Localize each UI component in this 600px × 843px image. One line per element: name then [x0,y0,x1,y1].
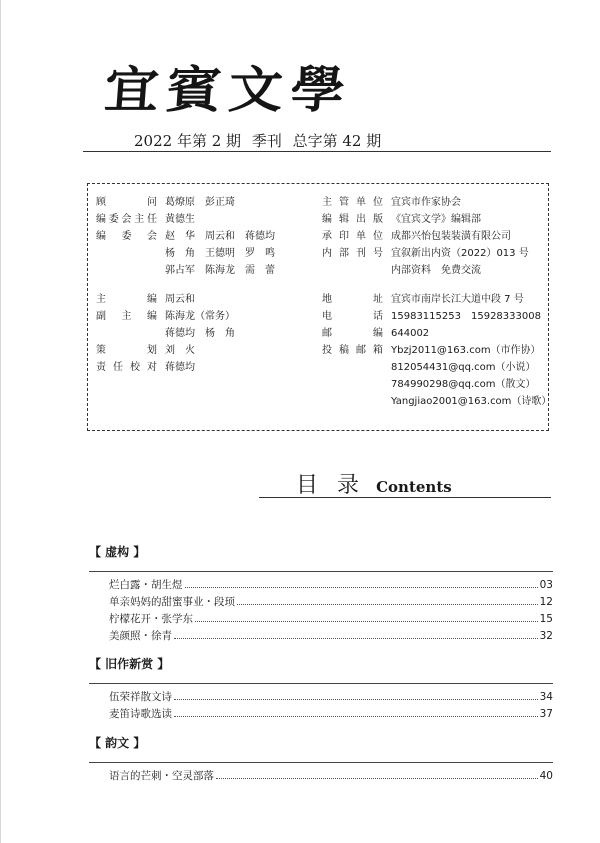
leader-dots [195,610,538,622]
masthead-label: 主管单位 [322,197,383,208]
masthead-label: 内部刊号 [322,248,383,259]
toc-entry[interactable] [89,688,553,705]
masthead-row [322,228,547,245]
masthead-label [96,245,165,262]
leader-dots [174,688,538,700]
masthead-value: 宜叙新出内资（2022）013 号 [391,248,529,259]
masthead-value: 周云和 [165,294,195,305]
entry-page: 34 [539,691,553,703]
masthead-label: 顾问 [96,197,157,208]
masthead-label: 编委会 [96,231,157,242]
masthead-row [322,359,547,376]
masthead-label: 电话 [322,311,383,322]
masthead-label [322,376,391,393]
entry-title: 语言的芒刺・空灵部落 [109,770,214,782]
leader-dots [237,593,538,605]
section-divider [89,683,553,684]
masthead-label: 投稿邮箱 [322,345,383,356]
masthead-row [322,393,552,410]
masthead-value: 郭占军 陈海龙 需 蕾 [165,265,275,276]
masthead-value: 784990298@qq.com（散文） [391,379,536,390]
masthead-row [96,291,306,308]
section-heading: 【 旧作新赏 】 [89,657,170,671]
masthead-row [96,211,306,228]
section-divider [89,762,553,763]
masthead-row [96,245,306,262]
entry-title: 烂白露・胡生煜 [109,579,183,591]
masthead-value: 杨 角 王德明 罗 鸣 [165,248,275,259]
leader-dots [174,705,538,717]
masthead-row [96,194,306,211]
masthead-label [322,359,391,376]
masthead-label [96,325,165,342]
masthead-value: 黄德生 [165,214,195,225]
masthead-row [96,262,306,279]
masthead-label: 副主编 [96,311,157,322]
toc-entry[interactable] [89,627,553,644]
issue-frequency: 季刊 [251,132,282,150]
masthead-row [322,308,547,325]
masthead-left-column [96,194,306,376]
masthead-row [96,325,306,342]
masthead-value: Yangjiao2001@163.com（诗歌） [391,396,552,407]
masthead-value: 812054431@qq.com（小说） [391,362,536,373]
toc-entry[interactable] [89,610,553,627]
issue-line [134,130,387,151]
masthead-label [96,262,165,279]
masthead-value: 宜宾市作家协会 [391,197,461,208]
masthead-value: Ybzj2011@163.com（市作协） [391,345,541,356]
masthead-row [322,211,547,228]
toc-title-en: Contents [376,478,452,496]
masthead-label: 承印单位 [322,231,383,242]
entry-title: 单亲妈妈的甜蜜事业・段顼 [109,596,235,608]
masthead-row [96,228,306,245]
masthead-row [322,291,547,308]
masthead-row [322,342,547,359]
entry-title: 伍荣祥散文诗 [109,691,172,703]
entry-title: 美颜照・徐青 [109,630,172,642]
toc-title-cn: 目 录 [296,473,365,498]
entry-page: 40 [539,770,553,782]
masthead-label: 地址 [322,294,383,305]
masthead-value: 内部资料 免费交流 [391,265,481,276]
toc-section-fiction [89,543,553,644]
masthead-value: 宜宾市南岸长江大道中段 7 号 [391,294,524,305]
entry-page: 12 [539,596,553,608]
masthead-row [322,194,547,211]
issue-year: 2022 年第 2 期 [134,132,242,150]
masthead-label [322,262,391,279]
masthead-right-column [322,194,552,410]
header-divider [83,151,551,152]
toc-section-classics [89,655,553,722]
section-divider [89,571,553,572]
masthead-label: 邮编 [322,328,383,339]
leader-dots [185,576,538,588]
entry-title: 柠檬花开・张学东 [109,613,193,625]
masthead-label: 编辑出版 [322,214,383,225]
masthead-row [96,308,306,325]
entry-page: 03 [539,579,553,591]
toc-divider [259,497,551,498]
masthead-box [87,183,552,431]
masthead-label: 策划 [96,345,157,356]
masthead-label: 责任校对 [96,362,157,373]
toc-section-verse [89,734,553,784]
masthead-value: 蒋德均 [165,362,195,373]
entry-page: 37 [539,708,553,720]
masthead-value: 葛燎原 彭正琦 [165,197,235,208]
masthead-row [322,245,547,262]
toc-entry[interactable] [89,576,553,593]
toc-entry[interactable] [89,767,553,784]
masthead-row [322,325,547,342]
entry-title: 麦笛诗歌选读 [109,708,172,720]
masthead-value: 陈海龙（常务） [165,311,235,322]
section-heading: 【 韵文 】 [89,736,146,750]
masthead-row [96,359,306,376]
masthead-value: 蒋德均 杨 角 [165,328,235,339]
masthead-row [96,342,306,359]
leader-dots [216,767,538,779]
masthead-label: 主编 [96,294,157,305]
masthead-value: 成都兴怡包装装潢有限公司 [391,231,511,242]
masthead-row [322,262,547,279]
toc-entry[interactable] [89,593,553,610]
toc-title [296,468,452,499]
leader-dots [174,627,538,639]
magazine-logo: 宜賓文學 [102,60,355,120]
masthead-label [322,393,391,410]
masthead-label: 编委会主任 [96,214,157,225]
masthead-value: 644002 [391,328,430,339]
entry-page: 32 [539,630,553,642]
section-heading: 【 虚构 】 [89,545,146,559]
entry-page: 15 [539,613,553,625]
masthead-row [322,376,547,393]
issue-total: 总字第 42 期 [292,132,382,150]
toc-entry[interactable] [89,705,553,722]
masthead-value: 刘 火 [165,345,195,356]
masthead-value: 《宜宾文学》编辑部 [391,214,481,225]
masthead-value: 15983115253 15928333008 [391,311,541,322]
masthead-value: 赵 华 周云和 蒋德均 [165,231,275,242]
